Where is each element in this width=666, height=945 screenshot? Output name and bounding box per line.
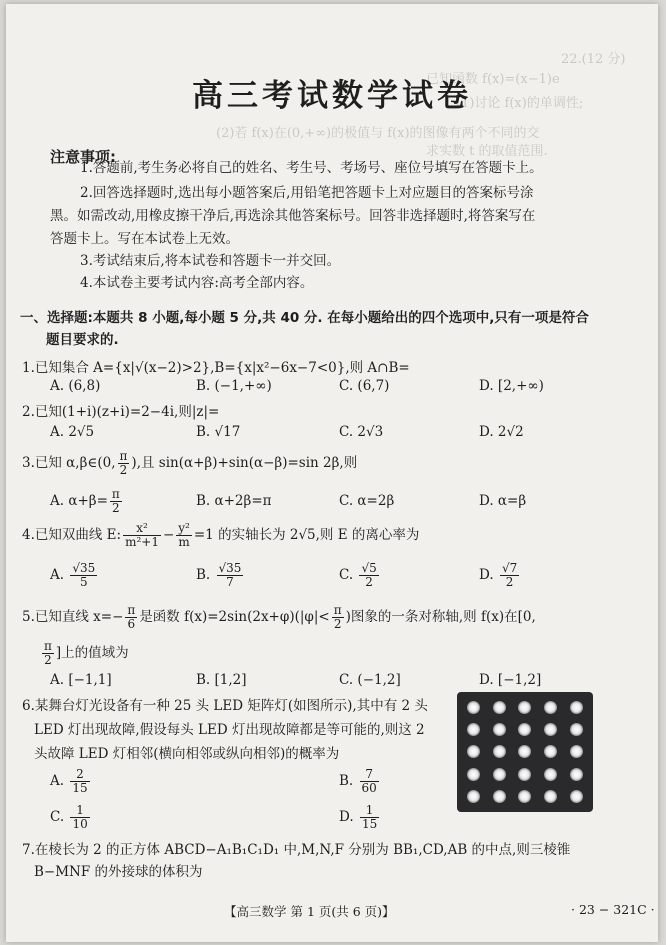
led-dot (467, 768, 480, 781)
question-6-line: 头故障 LED 灯相邻(横向相邻或纵向相邻)的概率为 (34, 746, 340, 762)
numerator: √35 (218, 561, 242, 575)
fraction (70, 562, 97, 589)
option-text: C. (50, 809, 69, 825)
q2-option-c: C. 2√3 (339, 424, 384, 440)
numerator: π (44, 639, 52, 653)
denominator: m²+1 (125, 535, 159, 549)
led-dot (467, 723, 480, 736)
led-dot (518, 723, 531, 736)
q3-option-d: D. α=β (479, 493, 527, 509)
q3-stem-part: 3.已知 α,β∈(0, (22, 455, 116, 471)
option-text: D. (339, 809, 358, 825)
question-5-stem (22, 604, 536, 631)
fraction (176, 522, 192, 549)
q3-option-b: B. α+2β=π (196, 493, 272, 509)
fraction (110, 488, 122, 515)
notes-heading: 注意事项: (50, 148, 116, 166)
led-dot (518, 701, 531, 714)
q1-option-a: A. (6,8) (50, 378, 101, 394)
q4-option-b (196, 562, 245, 589)
numerator: x² (123, 522, 161, 536)
q1-option-b: B. (−1,+∞) (196, 378, 272, 394)
option-text: C. (339, 567, 358, 583)
denominator: 6 (127, 617, 136, 631)
denominator: 60 (361, 781, 377, 795)
led-dot (544, 790, 557, 803)
numerator: π (111, 487, 120, 501)
led-dot (493, 701, 506, 714)
section-heading-line: 题目要求的. (46, 332, 119, 348)
denominator: 2 (112, 501, 120, 515)
q5-option-a: A. [−1,1] (50, 672, 112, 688)
denominator: m (178, 535, 190, 549)
fraction (332, 604, 344, 631)
q5-option-b: B. [1,2] (196, 672, 247, 688)
section-heading-line: 一、选择题:本题共 8 小题,每小题 5 分,共 40 分. 在每小题给出的四个选项中,只有一项是符合 (20, 310, 589, 326)
q4-stem-part: =1 的实轴长为 2√5,则 E 的离心率为 (193, 527, 420, 543)
page-footer: 【高三数学 第 1 页(共 6 页)】 (224, 904, 395, 919)
q4-stem-part: 4.已知双曲线 E: (22, 527, 122, 543)
question-4-stem (22, 522, 419, 549)
ghost-text: (2)若 f(x)在(0,+∞)的极值与 f(x)的图像有两个不同的交 (216, 126, 540, 141)
led-dot (544, 701, 557, 714)
option-text: B. (196, 567, 215, 583)
q5-stem-part: 5.已知直线 x=− (22, 609, 124, 625)
ghost-text: 求实数 t 的取值范围. (426, 144, 548, 159)
q1-option-d: D. [2,+∞) (479, 378, 544, 394)
q2-option-a: A. 2√5 (50, 424, 95, 440)
q2-option-d: D. 2√2 (479, 424, 524, 440)
question-1-stem: 1.已知集合 A={x|√(x−2)>2},B={x|x²−6x−7<0},则 A∩B= (22, 360, 410, 376)
fraction (360, 768, 379, 795)
numerator: π (119, 449, 128, 463)
q5-option-c: C. (−1,2] (339, 672, 401, 688)
led-dot (570, 745, 583, 758)
q1-option-c: C. (6,7) (339, 378, 390, 394)
led-dot (493, 768, 506, 781)
fraction (360, 804, 379, 831)
numerator: π (127, 603, 136, 617)
section-heading (20, 307, 589, 351)
q3-stem-part: ),且 sin(α+β)+sin(α−β)=sin 2β,则 (131, 455, 358, 471)
led-dot (518, 745, 531, 758)
fraction (125, 604, 137, 631)
q5-option-d: D. [−1,2] (479, 672, 542, 688)
denominator: 2 (44, 653, 52, 667)
note-line: 2.回答选择题时,选出每小题答案后,用铅笔把答题卡上对应题目的答案标号涂 (80, 185, 534, 201)
denominator: 10 (72, 817, 88, 831)
q6-option-a (50, 768, 92, 795)
question-3-stem (22, 450, 357, 477)
question-6-line: LED 灯出现故障,假设每头 LED 灯出现故障都是等可能的,则这 2 (34, 722, 425, 738)
q4-option-d (479, 562, 521, 589)
fraction (359, 562, 378, 589)
fraction (70, 768, 89, 795)
led-dot (467, 745, 480, 758)
q5-stem-part: ]上的值域为 (55, 645, 129, 661)
note-line: 黑。如需改动,用橡皮擦干净后,再选涂其他答案标号。回答非选择题时,将答案写在 (50, 208, 536, 224)
denominator: 2 (505, 575, 514, 589)
numerator: π (333, 603, 342, 617)
led-dot (467, 790, 480, 803)
led-dot (570, 723, 583, 736)
led-matrix-image (457, 692, 593, 812)
ghost-text: (1)讨论 f(x)的单调性; (456, 96, 584, 111)
option-text: A. (50, 773, 69, 789)
q2-option-b: B. √17 (196, 424, 241, 440)
note-line: 4.本试卷主要考试内容:高考全部内容。 (80, 275, 314, 291)
denominator: 15 (361, 817, 378, 831)
q4-option-a (50, 562, 99, 589)
denominator: 2 (365, 575, 373, 589)
denominator: 2 (119, 463, 128, 477)
ghost-text: 已知函数 f(x)=(x−1)e (426, 72, 560, 87)
denominator: 2 (333, 617, 342, 631)
led-dot (570, 790, 583, 803)
q4-option-c (339, 562, 381, 589)
numerator: y² (178, 521, 190, 535)
numerator: 7 (360, 768, 379, 782)
question-2-stem: 2.已知(1+i)(z+i)=2−4i,则|z|= (22, 404, 220, 420)
minus-sign: − (162, 527, 175, 543)
fraction (123, 522, 161, 549)
q3-option-c: C. α=2β (339, 493, 395, 509)
question-5-stem-cont (40, 640, 129, 667)
numerator: 1 (70, 804, 89, 818)
led-dot (570, 701, 583, 714)
paper-code: · 23 − 321C · (571, 902, 655, 917)
led-dot (493, 745, 506, 758)
led-dot (493, 723, 506, 736)
numerator: √7 (501, 561, 518, 575)
numerator: √35 (72, 561, 96, 575)
fraction (500, 562, 519, 589)
option-text: A. α+β= (50, 493, 108, 509)
q3-option-a (50, 488, 124, 515)
led-dot (570, 768, 583, 781)
led-dot (544, 768, 557, 781)
denominator: 7 (226, 575, 234, 589)
note-line: 答题卡上。写在本试卷上无效。 (50, 231, 239, 247)
numerator: 1 (360, 804, 379, 818)
option-text: B. (339, 773, 358, 789)
fraction (70, 804, 89, 831)
question-7-line: 7.在棱长为 2 的正方体 ABCD−A₁B₁C₁D₁ 中,M,N,F 分别为 BB₁,CD,AB 的中点,则三棱锥 (22, 842, 571, 858)
q5-stem-part: )图象的一条对称轴,则 f(x)在[0, (345, 609, 536, 625)
q6-option-d (339, 804, 381, 831)
question-6-line: 6.某舞台灯光设备有一种 25 头 LED 矩阵灯(如图所示),其中有 2 头 (22, 698, 428, 714)
led-dot (544, 723, 557, 736)
ghost-text: 22.(12 分) (561, 52, 626, 67)
option-text: D. (479, 567, 498, 583)
led-dot (544, 745, 557, 758)
option-text: A. (50, 567, 69, 583)
led-dot (493, 790, 506, 803)
page-title: 高三考试数学试卷 (192, 78, 472, 114)
fraction (42, 640, 54, 667)
exam-paper (6, 4, 658, 942)
question-7-line: B−MNF 的外接球的体积为 (34, 864, 203, 880)
note-line: 3.考试结束后,将本试卷和答题卡一并交回。 (80, 253, 341, 269)
led-dot (518, 768, 531, 781)
fraction (118, 450, 130, 477)
note-line: 1.答题前,考生务必将自己的姓名、考生号、考场号、座位号填写在答题卡上。 (80, 160, 543, 176)
led-dot (467, 701, 480, 714)
denominator: 5 (79, 575, 88, 589)
fraction (217, 562, 244, 589)
numerator: 2 (70, 768, 89, 782)
numerator: √5 (361, 561, 377, 575)
q6-option-c (50, 804, 92, 831)
q5-stem-part: 是函数 f(x)=2sin(2x+φ)(|φ|< (139, 609, 330, 625)
denominator: 15 (72, 781, 88, 795)
led-dot (518, 790, 531, 803)
q6-option-b (339, 768, 381, 795)
